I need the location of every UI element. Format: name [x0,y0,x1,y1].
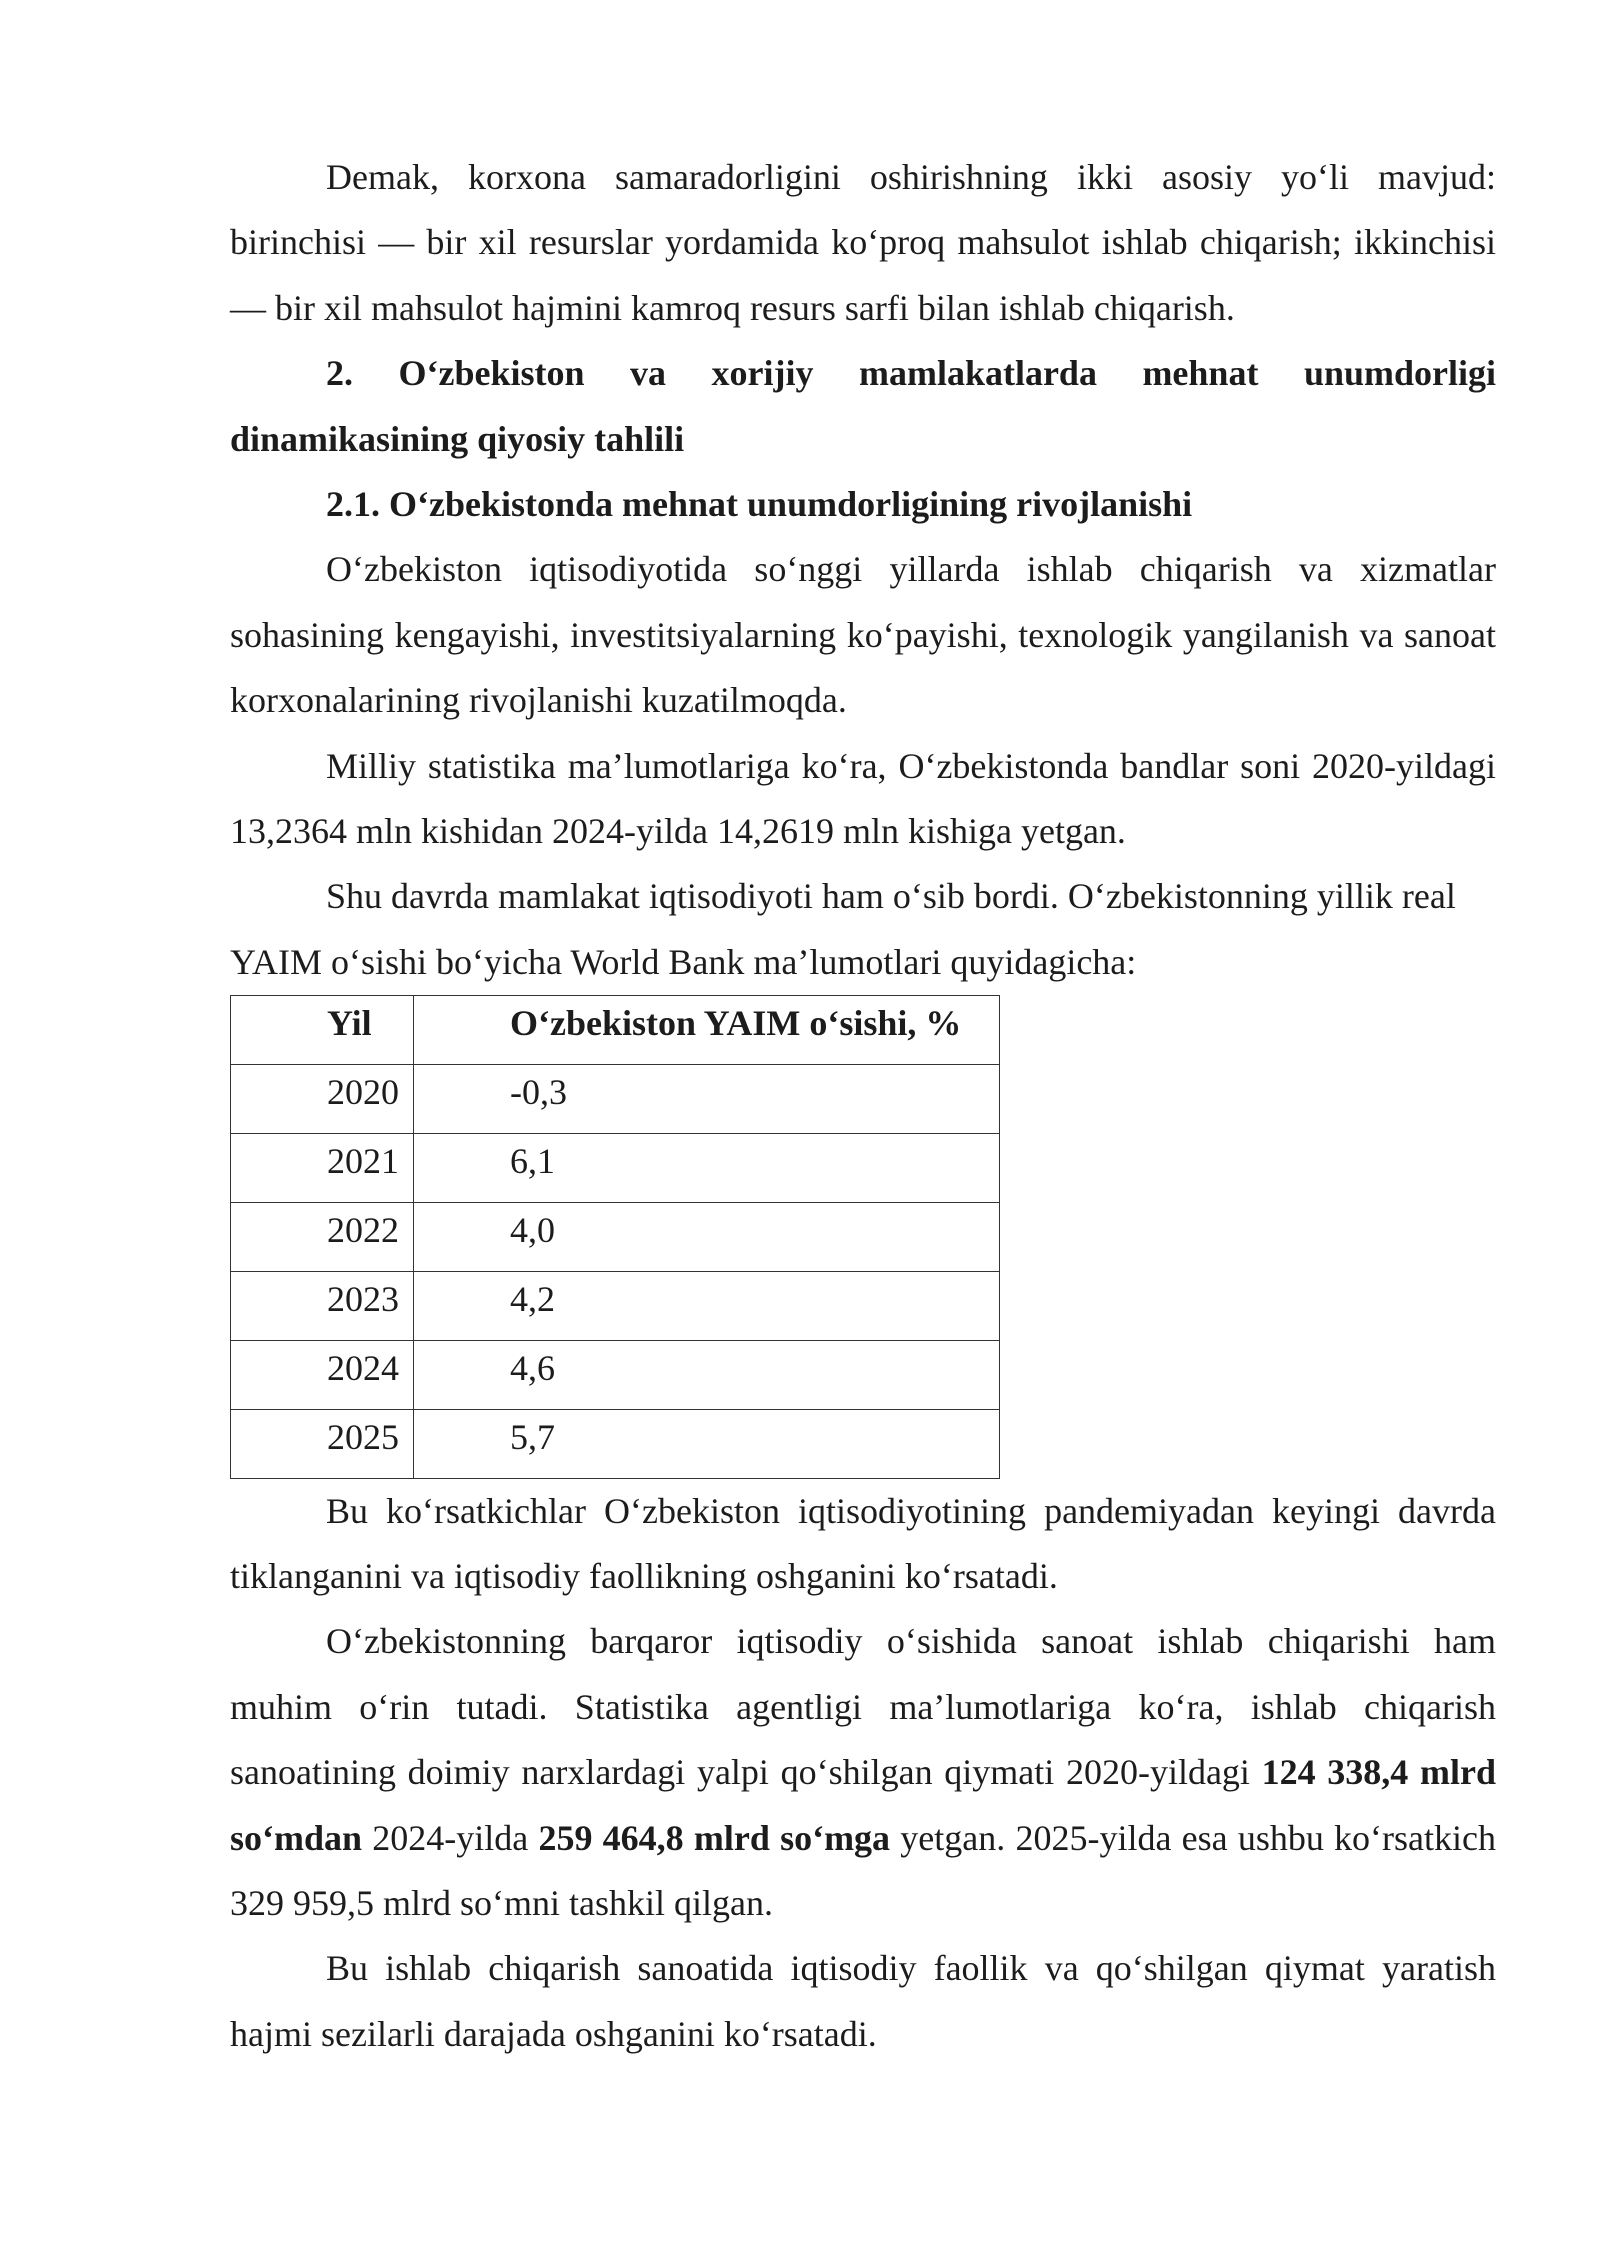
paragraph-gdp-intro: Shu davrda mamlakat iqtisodiyoti ham oʻsib bordi. Oʻzbekistonning yillik real YAIM oʻsishi boʻyicha World Bank ma’lumotlari quyidagicha: [230,876,1456,982]
table-cell-year: 2022 [231,1202,414,1271]
paragraph-economy-growth: Oʻzbekiston iqtisodiyotida soʻnggi yillarda ishlab chiqarish va xizmatlar sohasining kengayishi, investitsiyalarning koʻpayishi, texnologik yangilanish va sanoat korxonalarining rivojlanishi kuzatilmoqda. [230,549,1496,721]
industry-text-mid: 2024-yilda [362,1817,539,1858]
table-cell-year: 2025 [231,1409,414,1478]
table-header-gdp-growth: Oʻzbekiston YAIM oʻsishi, % [414,996,1000,1065]
table-cell-gdp-growth: 5,7 [414,1409,1000,1478]
table-cell-gdp-growth: 4,0 [414,1202,1000,1271]
paragraph-efficiency-ways: Demak, korxona samaradorligini oshirishning ikki asosiy yoʻli mavjud: birinchisi — bir xil resurslar yordamida koʻproq mahsulot ishlab chiqarish; ikkinchisi — bir xil mahsulot hajmini kamroq resurs sarfi bilan ishlab chiqarish. [230,157,1496,328]
subsection-heading-2-1: 2.1. Oʻzbekistonda mehnat unumdorligining rivojlanishi [326,484,1193,525]
table-row [231,1134,1000,1203]
table-cell-gdp-growth: -0,3 [414,1065,1000,1134]
industry-text-end: yetgan. 2025-yilda esa ushbu koʻrsatkich 329 959,5 mlrd soʻmni tashkil qilgan. [230,1817,1496,1923]
table-row [231,1271,1000,1340]
table-header-year: Yil [231,996,414,1065]
table-cell-year: 2023 [231,1271,414,1340]
table-cell-gdp-growth: 4,6 [414,1340,1000,1409]
paragraph-industry-value-added [230,1609,1496,1936]
industry-text-start: Oʻzbekistonning barqaror iqtisodiy oʻsishida sanoat ishlab chiqarishi ham muhim oʻrin tutadi. Statistika agentligi ma’lumotlariga koʻra, ishlab chiqarish sanoatining doimiy narxlardagi yalpi qoʻshilgan qiymati 2020-yildagi [230,1621,1496,1793]
paragraph-employment: Milliy statistika ma’lumotlariga koʻra, Oʻzbekistonda bandlar soni 2020-yildagi 13,2364 mln kishidan 2024-yilda 14,2619 mln kishiga yetgan. [230,745,1496,852]
table-cell-gdp-growth: 6,1 [414,1134,1000,1203]
table-row [231,1202,1000,1271]
paragraph-post-pandemic: Bu koʻrsatkichlar Oʻzbekiston iqtisodiyotining pandemiyadan keyingi davrda tiklanganini va iqtisodiy faollikning oshganini koʻrsatadi. [230,1490,1496,1596]
document-page [230,145,1496,2067]
table-row [231,1065,1000,1134]
value-2020-bold: 124 338,4 mlrd soʻmdan [230,1752,1496,1858]
table-cell-gdp-growth: 4,2 [414,1271,1000,1340]
section-heading-2: 2. Oʻzbekiston va xorijiy mamlakatlarda mehnat unumdorligi dinamikasining qiyosiy tahlili [230,353,1496,459]
paragraph-conclusion: Bu ishlab chiqarish sanoatida iqtisodiy faollik va qoʻshilgan qiymat yaratish hajmi sezilarli darajada oshganini koʻrsatadi. [230,1948,1496,2054]
table-row [231,1340,1000,1409]
table-cell-year: 2020 [231,1065,414,1134]
table-header-row [231,996,1000,1065]
table-cell-year: 2024 [231,1340,414,1409]
table-cell-year: 2021 [231,1134,414,1203]
value-2024-bold: 259 464,8 mlrd soʻmga [538,1817,891,1858]
gdp-growth-table [230,995,1000,1478]
table-row [231,1409,1000,1478]
